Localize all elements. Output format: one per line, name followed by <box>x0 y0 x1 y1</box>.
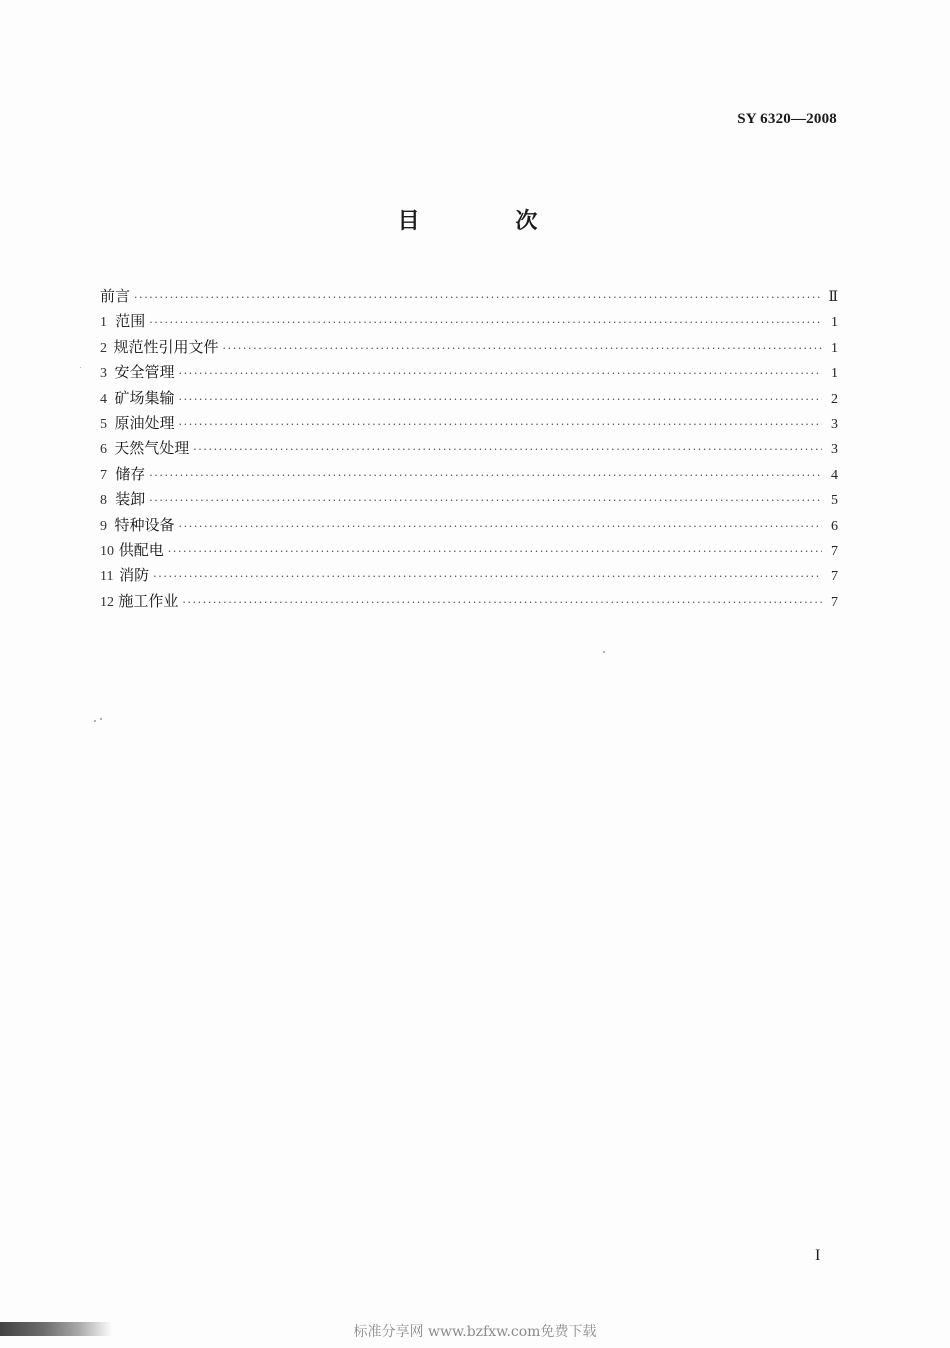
toc-entry-9[interactable] <box>100 513 838 538</box>
toc-entry-page: 2 <box>831 391 838 407</box>
toc-entry-label: 前言 <box>100 287 131 305</box>
toc-entry-number: 7 <box>100 467 107 483</box>
toc-entry-number: 8 <box>100 493 107 509</box>
toc-entry-page: 1 <box>831 315 838 331</box>
toc-entry-number: 4 <box>100 391 107 407</box>
toc-entry-1[interactable] <box>100 309 838 334</box>
document-code: SY 6320—2008 <box>737 111 837 127</box>
toc-entry-5[interactable] <box>100 411 838 436</box>
toc-entry-11[interactable] <box>100 563 838 588</box>
toc-title: 目 次 <box>397 209 582 234</box>
scan-speck <box>94 720 96 722</box>
toc-leader-dots <box>193 437 822 462</box>
toc-entry-label: 特种设备 <box>114 515 175 534</box>
toc-entry-number: 1 <box>100 315 107 331</box>
toc-entry-label: 消防 <box>119 566 150 585</box>
toc-leader-dots <box>149 310 822 335</box>
toc-entry-number: 3 <box>100 366 107 382</box>
toc-entry-12[interactable] <box>100 589 838 614</box>
toc-leader-dots <box>149 463 822 488</box>
toc-entry-page: 5 <box>831 493 838 509</box>
toc-entry-label: 范围 <box>115 312 146 331</box>
toc-entry-page: 4 <box>831 467 838 483</box>
toc-entry-7[interactable] <box>100 462 838 487</box>
toc-entry-label: 安全管理 <box>114 363 175 382</box>
toc-leader-dots <box>182 590 822 615</box>
toc-entry-4[interactable] <box>100 386 838 411</box>
toc-leader-dots <box>134 285 822 310</box>
toc-entry-label: 储存 <box>115 464 146 483</box>
toc-entry-8[interactable] <box>100 487 838 512</box>
scan-speck <box>100 718 102 720</box>
toc-leader-dots <box>179 514 822 539</box>
toc-entry-page: 6 <box>831 518 838 534</box>
toc-entry-6[interactable] <box>100 436 838 461</box>
toc-entry-label: 施工作业 <box>118 591 179 610</box>
table-of-contents <box>100 284 838 614</box>
toc-leader-dots <box>149 488 822 513</box>
toc-leader-dots <box>179 412 822 437</box>
toc-leader-dots <box>153 564 822 589</box>
footer-watermark: 标准分享网 www.bzfxw.com免费下载 <box>353 1324 597 1340</box>
toc-entry-label: 矿场集输 <box>114 388 175 407</box>
scan-speck <box>80 367 81 368</box>
scan-speck <box>603 651 605 653</box>
toc-leader-dots <box>223 336 822 361</box>
toc-entry-page: 3 <box>831 416 838 432</box>
toc-leader-dots <box>168 539 822 564</box>
toc-entry-3[interactable] <box>100 360 838 385</box>
toc-leader-dots <box>179 361 822 386</box>
toc-entry-page: 7 <box>831 569 838 585</box>
toc-entry-2[interactable] <box>100 335 838 360</box>
toc-entry-page: Ⅱ <box>828 290 838 305</box>
toc-entry-number: 10 <box>100 543 114 559</box>
toc-entry-page: 1 <box>831 366 838 382</box>
toc-entry-number: 6 <box>100 442 107 458</box>
toc-entry-page: 3 <box>831 442 838 458</box>
toc-entry-page: 7 <box>831 543 838 559</box>
toc-entry-number: 5 <box>100 416 107 432</box>
toc-entry-page: 1 <box>831 340 838 356</box>
toc-entry-label: 原油处理 <box>114 413 175 432</box>
toc-entry-foreword[interactable] <box>100 284 838 309</box>
toc-entry-number: 11 <box>100 569 114 585</box>
toc-entry-number: 9 <box>100 518 107 534</box>
toc-entry-label: 装卸 <box>115 490 146 509</box>
page-number: I <box>815 1247 821 1264</box>
toc-entry-number: 12 <box>100 594 114 610</box>
toc-entry-10[interactable] <box>100 538 838 563</box>
toc-entry-number: 2 <box>100 340 107 356</box>
toc-entry-label: 天然气处理 <box>114 439 190 458</box>
toc-entry-page: 7 <box>831 594 838 610</box>
toc-entry-label: 供配电 <box>118 540 164 559</box>
toc-leader-dots <box>179 387 822 412</box>
toc-entry-label: 规范性引用文件 <box>113 337 219 356</box>
